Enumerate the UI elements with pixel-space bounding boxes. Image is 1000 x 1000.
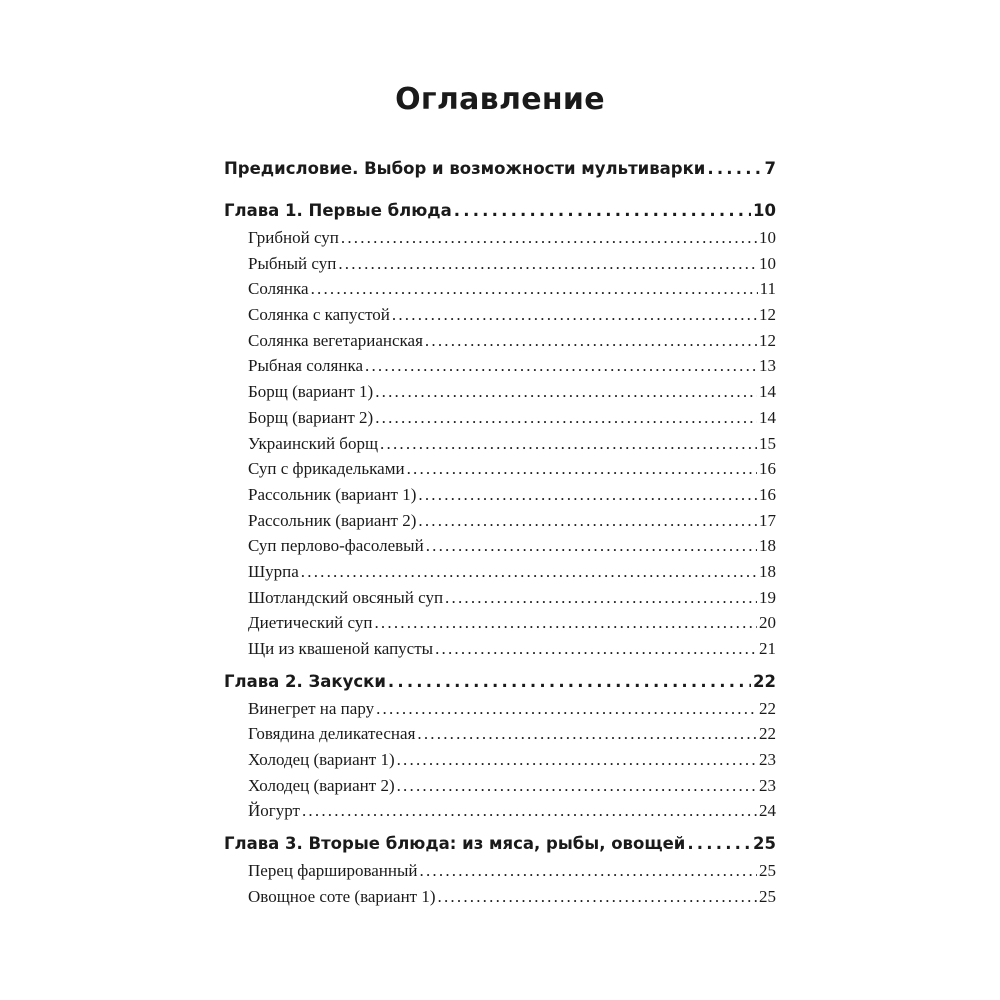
toc-item-label: Грибной суп [248, 228, 339, 247]
toc-item-page: 23 [759, 750, 776, 770]
toc-item-page: 20 [759, 613, 776, 633]
dot-leader [420, 858, 757, 884]
toc-item-label: Холодец (вариант 1) [248, 750, 395, 770]
toc-item[interactable] [224, 747, 776, 773]
toc-item[interactable] [224, 379, 776, 405]
dot-leader [341, 225, 757, 251]
toc-item-label: Перец фаршированный [248, 861, 418, 881]
toc-item-label: Украинский борщ [248, 433, 379, 453]
toc-item-label: Говядина деликатесная [248, 724, 416, 744]
toc-item-page: 22 [759, 724, 776, 744]
toc-item[interactable] [224, 508, 776, 534]
toc-item[interactable] [224, 302, 776, 328]
toc-item-page: 12 [759, 305, 776, 325]
toc-item-label: Щи из квашеной капусты [248, 639, 434, 658]
toc-item[interactable] [224, 773, 776, 799]
toc-item-label: Диетический суп [248, 613, 373, 633]
dot-leader [397, 747, 757, 773]
dot-leader [302, 798, 757, 824]
toc-item[interactable] [224, 251, 776, 277]
toc-item-page: 19 [759, 587, 776, 607]
toc-item[interactable] [224, 533, 776, 559]
toc-item[interactable] [224, 482, 776, 508]
toc-item-page: 22 [759, 698, 776, 718]
toc-item-label: Шурпа [248, 561, 299, 581]
toc-item-page: 21 [759, 639, 776, 658]
dot-leader [418, 482, 757, 508]
toc-item[interactable] [224, 636, 776, 662]
dot-leader [374, 610, 757, 636]
toc-item-page: 16 [759, 484, 776, 504]
toc-item-page: 25 [759, 861, 776, 881]
toc-item[interactable] [224, 353, 776, 379]
dot-leader [418, 508, 757, 534]
table-of-contents [224, 155, 776, 910]
toc-item-page: 15 [759, 433, 776, 453]
toc-item[interactable] [224, 696, 776, 722]
toc-item[interactable] [224, 585, 776, 611]
toc-item[interactable] [224, 328, 776, 354]
dot-leader [375, 405, 757, 431]
toc-item-label: Борщ (вариант 2) [248, 407, 374, 427]
dot-leader [365, 353, 757, 379]
toc-item-page: 10 [759, 228, 776, 247]
dot-leader [426, 533, 757, 559]
dot-leader [454, 197, 751, 225]
dot-leader [687, 830, 751, 858]
dot-leader [388, 668, 751, 696]
toc-item-label: Солянка [248, 279, 309, 299]
toc-item-page: 14 [759, 382, 776, 402]
dot-leader [375, 379, 757, 405]
dot-leader [445, 585, 757, 611]
toc-item[interactable] [224, 431, 776, 457]
toc-chapter-page: 10 [753, 201, 776, 220]
dot-leader [301, 559, 757, 585]
toc-item-label: Винегрет на пару [248, 698, 375, 718]
toc-item-page: 18 [759, 561, 776, 581]
toc-item-label: Суп перлово-фасолевый [248, 536, 424, 556]
toc-chapter-label: Глава 2. Закуски [224, 671, 386, 691]
toc-chapter-label: Глава 1. Первые блюда [224, 201, 452, 220]
dot-leader [397, 773, 757, 799]
toc-entry-page: 7 [764, 159, 776, 178]
toc-item-page: 12 [759, 330, 776, 350]
toc-entry-label: Предисловие. Выбор и возможности мультиварки [224, 159, 706, 178]
toc-item-page: 16 [759, 459, 776, 479]
toc-item-label: Рассольник (вариант 2) [248, 510, 417, 530]
toc-item-label: Йогурт [248, 801, 300, 821]
toc-chapter-label: Глава 3. Вторые блюда: из мяса, рыбы, овощей [224, 834, 686, 854]
page-title: Оглавление [395, 82, 605, 117]
toc-item-page: 24 [759, 801, 776, 821]
toc-item-page: 25 [759, 886, 776, 906]
toc-item[interactable] [224, 405, 776, 431]
toc-item-label: Солянка вегетарианская [248, 330, 423, 350]
toc-item[interactable] [224, 884, 776, 910]
toc-item[interactable] [224, 559, 776, 585]
dot-leader [417, 721, 757, 747]
toc-chapter-page: 25 [753, 834, 776, 854]
dot-leader [338, 251, 757, 277]
toc-item-label: Борщ (вариант 1) [248, 382, 374, 402]
toc-item-label: Шотландский овсяный суп [248, 587, 444, 607]
toc-item-page: 17 [759, 510, 776, 530]
toc-chapter-3[interactable] [224, 830, 776, 858]
dot-leader [392, 302, 757, 328]
toc-item-page: 14 [759, 407, 776, 427]
dot-leader [407, 456, 757, 482]
toc-item-label: Овощное соте (вариант 1) [248, 886, 436, 906]
toc-item[interactable] [224, 456, 776, 482]
toc-item-label: Суп с фрикадельками [248, 459, 405, 479]
dot-leader [425, 328, 757, 354]
dot-leader [438, 884, 757, 910]
toc-item[interactable] [224, 858, 776, 884]
dot-leader [707, 155, 762, 183]
toc-item-page: 10 [759, 253, 776, 273]
dot-leader [376, 696, 757, 722]
toc-item[interactable] [224, 610, 776, 636]
toc-preface[interactable] [224, 155, 776, 183]
dot-leader [380, 431, 757, 457]
dot-leader [435, 636, 757, 662]
toc-item[interactable] [224, 225, 776, 251]
toc-item[interactable] [224, 798, 776, 824]
toc-item-page: 23 [759, 775, 776, 795]
toc-item-page: 11 [759, 279, 776, 299]
toc-chapter-1[interactable] [224, 197, 776, 225]
toc-item[interactable] [224, 721, 776, 747]
toc-chapter-2[interactable] [224, 668, 776, 696]
toc-item-label: Холодец (вариант 2) [248, 775, 395, 795]
toc-item-label: Рыбная солянка [248, 356, 364, 376]
dot-leader [311, 276, 758, 302]
toc-item-label: Рассольник (вариант 1) [248, 484, 417, 504]
toc-item-label: Солянка с капустой [248, 305, 390, 325]
toc-chapter-page: 22 [753, 671, 776, 691]
toc-item-page: 13 [759, 356, 776, 376]
toc-item-page: 18 [759, 536, 776, 556]
toc-item[interactable] [224, 276, 776, 302]
toc-item-label: Рыбный суп [248, 253, 337, 273]
